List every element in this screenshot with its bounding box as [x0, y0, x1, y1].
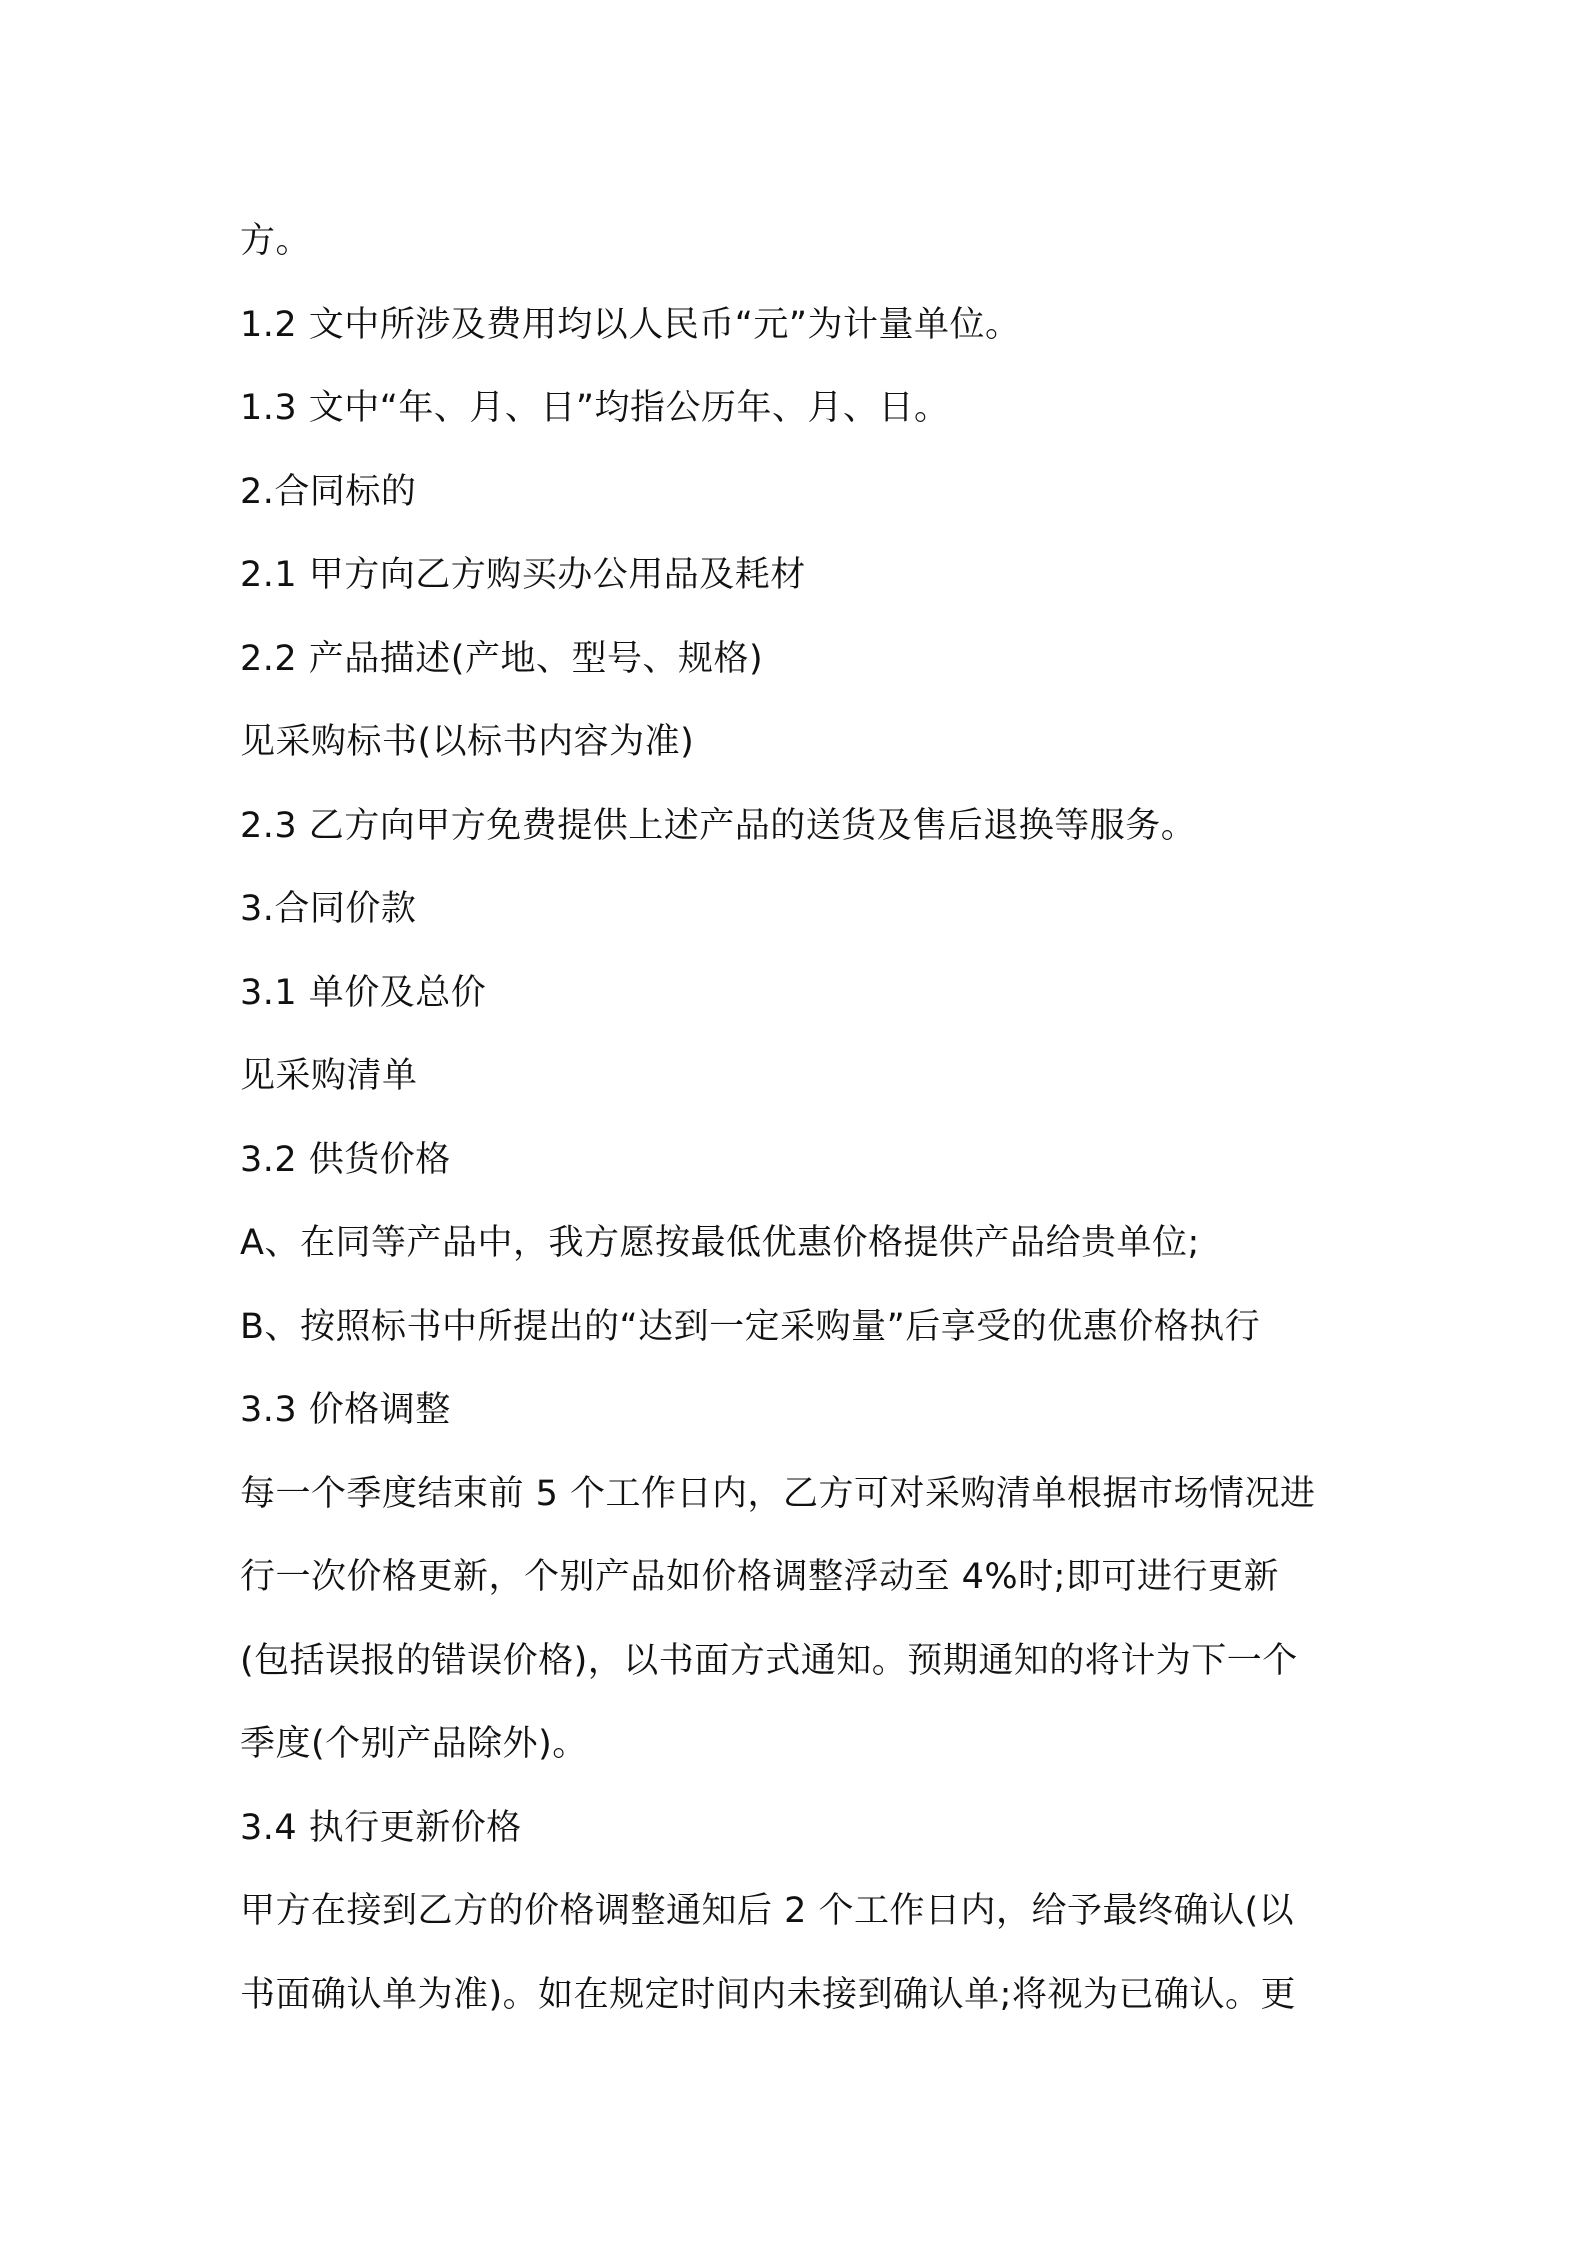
section-heading: 3.合同价款	[240, 889, 417, 929]
text-line: 3.2 供货价格	[240, 1139, 451, 1180]
section-heading: 2.合同标的	[240, 471, 417, 512]
text-line: 1.3 文中“年、月、日”均指公历年、月、日。	[240, 388, 950, 428]
text-line: 2.3 乙方向甲方免费提供上述产品的送货及售后退换等服务。	[240, 805, 1197, 846]
text-line: 行一次价格更新，个别产品如价格调整浮动至 4%时;即可进行更新	[240, 1557, 1279, 1597]
text-line: 见采购清单	[240, 1056, 418, 1096]
text-line: A、在同等产品中，我方愿按最低优惠价格提供产品给贵单位;	[240, 1223, 1200, 1263]
text-line: (包括误报的错误价格)，以书面方式通知。预期通知的将计为下一个	[240, 1640, 1298, 1681]
text-line: 甲方在接到乙方的价格调整通知后 2 个工作日内，给予最终确认(以	[240, 1891, 1295, 1931]
text-line: 方。	[240, 221, 312, 261]
text-line: 3.4 执行更新价格	[240, 1807, 522, 1848]
text-line: 1.2 文中所涉及费用均以人民币“元”为计量单位。	[240, 304, 1021, 345]
document-body	[240, 200, 1370, 2037]
text-line: 季度(个别产品除外)。	[240, 1724, 588, 1764]
text-line: 书面确认单为准)。如在规定时间内未接到确认单;将视为已确认。更	[240, 1974, 1296, 2015]
text-line: 3.1 单价及总价	[240, 972, 487, 1013]
text-line: 见采购标书(以标书内容为准)	[240, 722, 695, 762]
text-line: 2.1 甲方向乙方购买办公用品及耗材	[240, 555, 806, 595]
text-line: 3.3 价格调整	[240, 1390, 451, 1430]
text-line: 每一个季度结束前 5 个工作日内，乙方可对采购清单根据市场情况进	[240, 1473, 1316, 1514]
text-line: 2.2 产品描述(产地、型号、规格)	[240, 638, 764, 679]
text-line: B、按照标书中所提出的“达到一定采购量”后享受的优惠价格执行	[240, 1306, 1261, 1347]
